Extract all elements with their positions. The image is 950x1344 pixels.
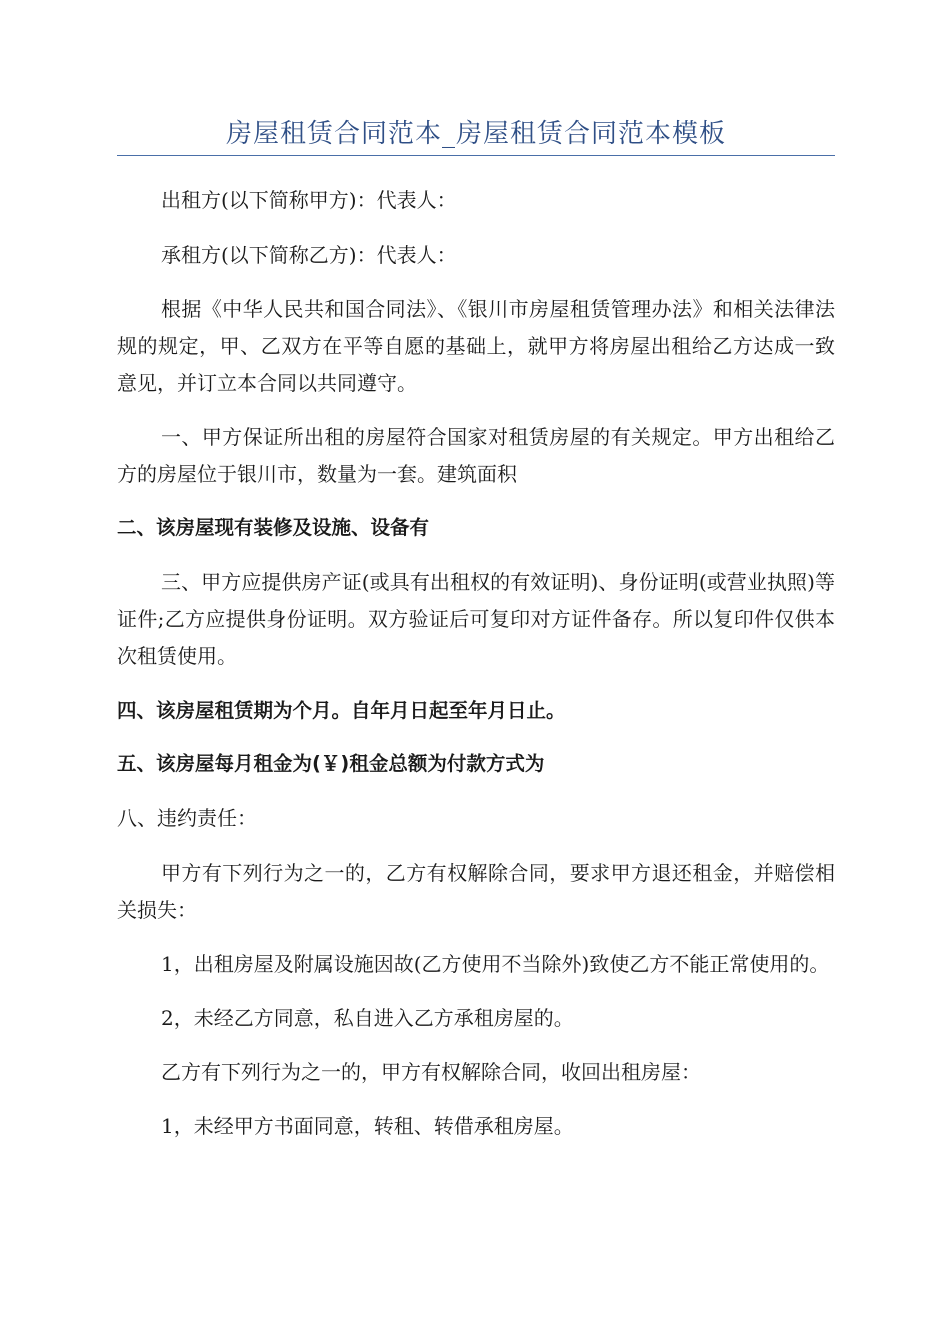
lessee-breach-intro: 乙方有下列行为之一的，甲方有权解除合同，收回出租房屋： [161, 1060, 701, 1084]
clause-8-heading: 八、违约责任： [117, 806, 257, 830]
clause-2: 二、该房屋现有装修及设施、设备有 [117, 516, 430, 539]
lessee-line: 承租方(以下简称乙方)：代表人： [161, 243, 457, 267]
lessor-breach-intro: 甲方有下列行为之一的，乙方有权解除合同，要求甲方退还租金，并赔偿相关损失： [117, 861, 835, 922]
document-title: 房屋租赁合同范本_房屋租赁合同范本模板 [225, 119, 726, 149]
clause-5: 五、该房屋每月租金为(￥)租金总额为付款方式为 [117, 752, 545, 775]
lessor-breach-item-1: 1，出租房屋及附属设施因故(乙方使用不当除外)致使乙方不能正常使用的。 [161, 952, 830, 976]
preamble-paragraph: 根据《中华人民共和国合同法》、《银川市房屋租赁管理办法》和相关法律法规的规定，甲、乙双方在平等自愿的基础上，就甲方将房屋出租给乙方达成一致意见，并订立本合同以共同遵守。 [117, 297, 835, 395]
clause-4: 四、该房屋租赁期为个月。自年月日起至年月日止。 [117, 699, 566, 722]
title-underline [117, 155, 835, 156]
document-page [117, 0, 835, 1145]
clause-1: 一、甲方保证所出租的房屋符合国家对租赁房屋的有关规定。甲方出租给乙方的房屋位于银川市，数量为一套。建筑面积 [117, 425, 835, 486]
lessee-breach-item-1: 1，未经甲方书面同意，转租、转借承租房屋。 [161, 1114, 574, 1138]
lessor-line: 出租方(以下简称甲方)：代表人： [161, 188, 457, 212]
lessor-breach-item-2: 2，未经乙方同意，私自进入乙方承租房屋的。 [161, 1006, 574, 1030]
clause-3: 三、甲方应提供房产证(或具有出租权的有效证明)、身份证明(或营业执照)等证件;乙方应提供身份证明。双方验证后可复印对方证件备存。所以复印件仅供本次租赁使用。 [117, 570, 835, 668]
